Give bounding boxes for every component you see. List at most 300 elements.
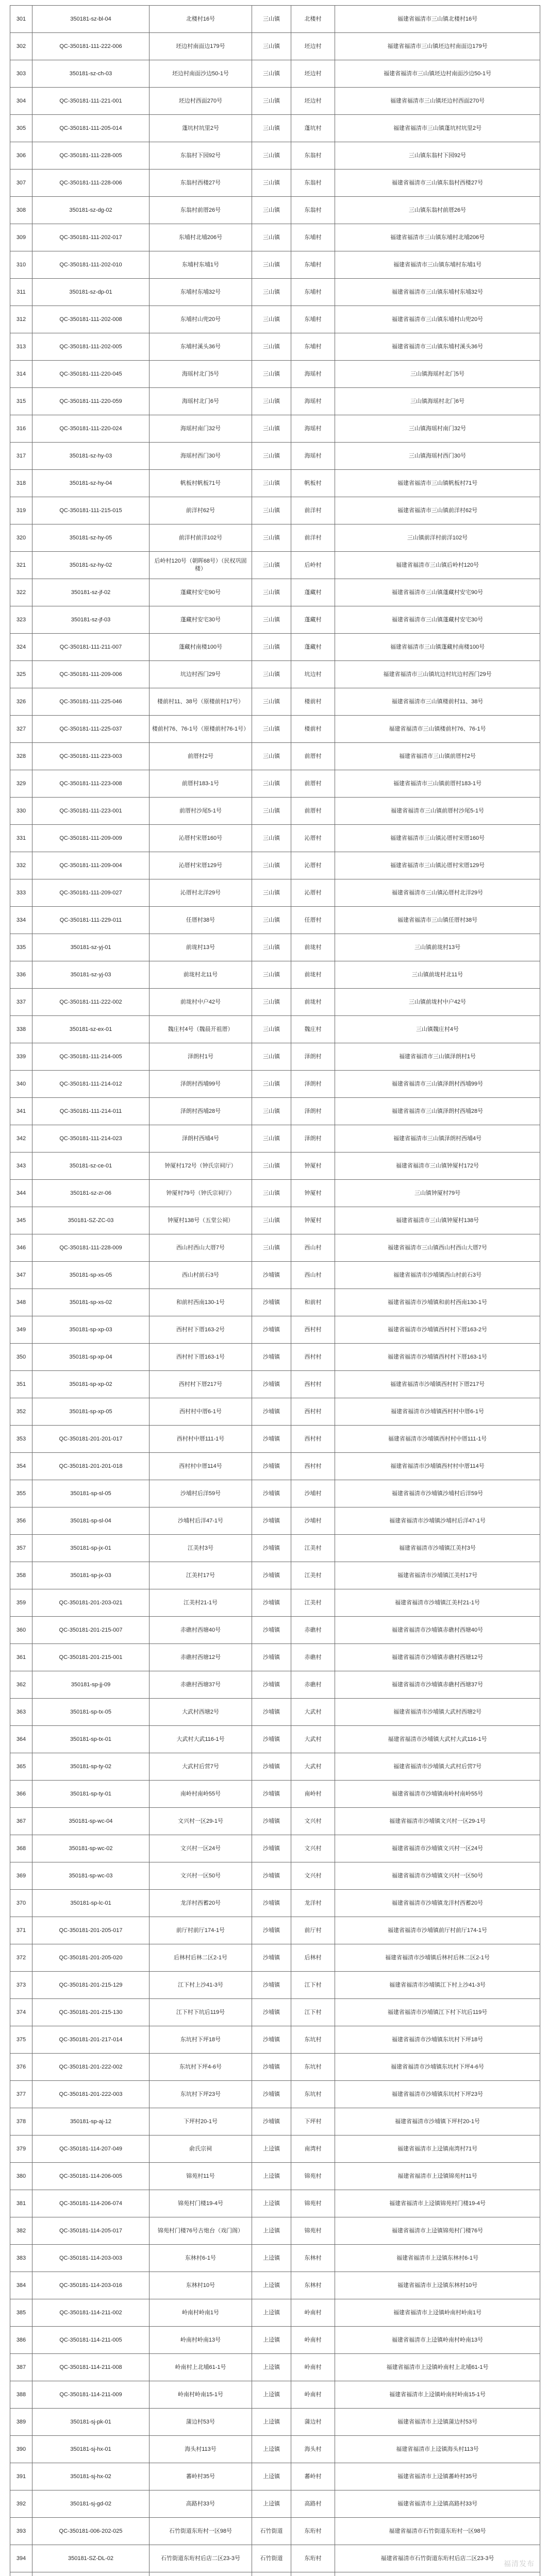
town-cell: 三山镇 <box>252 606 291 634</box>
address-cell: 福建省福清市三山镇东埔村东埔32号 <box>335 279 540 306</box>
seq-cell: 325 <box>10 661 32 688</box>
name-cell: 沙埔村后洋59号 <box>150 1480 252 1507</box>
address-cell: 福建省福清市上迳镇锦苑村门楼19-4号 <box>335 2190 540 2217</box>
name-cell: 前厝村183-1号 <box>150 770 252 798</box>
heritage-table <box>10 5 540 2576</box>
address-cell: 福建省福清市三山镇泽朗村1号 <box>335 1043 540 1071</box>
seq-cell: 322 <box>10 579 32 606</box>
table-row <box>10 661 540 688</box>
code-cell: 350181-sz-jf-02 <box>32 579 150 606</box>
address-cell: 福建省福清市三山镇泽朗村西埔4号 <box>335 1125 540 1153</box>
code-cell: QC-350181-201-215-001 <box>32 1644 150 1671</box>
code-cell: QC-350181-111-214-005 <box>32 1043 150 1071</box>
seq-cell: 304 <box>10 88 32 115</box>
table-row <box>10 1234 540 1262</box>
seq-cell: 351 <box>10 1371 32 1398</box>
town-cell: 三山镇 <box>252 443 291 470</box>
address-cell: 福建省福清市三山镇任厝村38号 <box>335 907 540 934</box>
address-cell: 福建省福清市沙埔镇赤礁村西塘37号 <box>335 1671 540 1699</box>
seq-cell: 324 <box>10 634 32 661</box>
code-cell: 350181-sj-gd-02 <box>32 2490 150 2518</box>
village-cell: 岭南村 <box>291 2354 335 2381</box>
address-cell: 福建省福清市沙埔镇西村村中厝111-1号 <box>335 1426 540 1453</box>
town-cell: 三山镇 <box>252 388 291 415</box>
town-cell: 三山镇 <box>252 661 291 688</box>
seq-cell <box>10 2572 32 2576</box>
name-cell: 任厝村38号 <box>150 907 252 934</box>
town-cell: 三山镇 <box>252 1180 291 1207</box>
code-cell: 350181-sz-ex-01 <box>32 1016 150 1043</box>
address-cell: 福建省福清市沙埔镇江美村17号 <box>335 1562 540 1589</box>
code-cell: QC-350181-111-222-006 <box>32 33 150 60</box>
code-cell: 350181-sz-bl-04 <box>32 6 150 33</box>
name-cell: 锦苑村门楼19-4号 <box>150 2190 252 2217</box>
seq-cell: 376 <box>10 2054 32 2081</box>
code-cell: 350181-sj-hx-02 <box>32 2463 150 2490</box>
name-cell: 东埔村北埔206号 <box>150 224 252 251</box>
table-row <box>10 1453 540 1480</box>
name-cell: 文兴村一区50号 <box>150 1862 252 1890</box>
code-cell: 350181-sz-yj-01 <box>32 934 150 961</box>
table-row <box>10 2245 540 2272</box>
seq-cell: 338 <box>10 1016 32 1043</box>
town-cell: 沙埔镇 <box>252 1726 291 1753</box>
name-cell: 西村村中厝111-1号 <box>150 1426 252 1453</box>
village-cell: 文兴村 <box>291 1835 335 1862</box>
address-cell: 福建省福清市三山镇北楼村16号 <box>335 6 540 33</box>
town-cell: 沙埔镇 <box>252 1808 291 1835</box>
village-cell: 锦苑村 <box>291 2163 335 2190</box>
seq-cell: 319 <box>10 497 32 524</box>
town-cell: 三山镇 <box>252 1071 291 1098</box>
code-cell: 350181-sz-ce-01 <box>32 1153 150 1180</box>
code-cell: QC-350181-111-202-005 <box>32 333 150 361</box>
code-cell: 350181-SZ-DL-02 <box>32 2545 150 2572</box>
address-cell: 三山镇海瑶村西门30号 <box>335 443 540 470</box>
seq-cell: 392 <box>10 2490 32 2518</box>
name-cell: 钟厦村138号（五堂公祠） <box>150 1207 252 1234</box>
village-cell: 蕃岭村 <box>291 2463 335 2490</box>
name-cell: 前厝村2号 <box>150 743 252 770</box>
name-cell: 海瑶村西门30号 <box>150 443 252 470</box>
seq-cell: 328 <box>10 743 32 770</box>
address-cell: 福建省福清市上迳镇岭南村岭南13号 <box>335 2327 540 2354</box>
name-cell: 大武村后营7号 <box>150 1753 252 1781</box>
table-row <box>10 1699 540 1726</box>
table-row <box>10 1917 540 1944</box>
address-cell: 三山镇东翁村下园92号 <box>335 142 540 170</box>
address-cell: 福建省福清市沙埔镇西村村下厝163-1号 <box>335 1344 540 1371</box>
table-row <box>10 2299 540 2327</box>
table-row <box>10 989 540 1016</box>
village-cell: 东埔村 <box>291 333 335 361</box>
address-cell: 福建省福清市三山镇钟厦村172号 <box>335 1153 540 1180</box>
address-cell: 福建省福清市三山镇前厝村沙尾5-1号 <box>335 798 540 825</box>
address-cell: 福建省福清市三山镇沁厝村北洋29号 <box>335 879 540 907</box>
seq-cell: 382 <box>10 2217 32 2245</box>
code-cell: 350181-sp-aj-12 <box>32 2108 150 2136</box>
table-row <box>10 2572 540 2576</box>
table-row <box>10 306 540 333</box>
village-cell: 北楼村 <box>291 6 335 33</box>
name-cell: 下坪村20-1号 <box>150 2108 252 2136</box>
town-cell: 沙埔镇 <box>252 1753 291 1781</box>
village-cell: 泽朗村 <box>291 1098 335 1125</box>
seq-cell: 384 <box>10 2272 32 2299</box>
village-cell: 东翁村 <box>291 197 335 224</box>
seq-cell: 345 <box>10 1207 32 1234</box>
name-cell: 东翁村下园92号 <box>150 142 252 170</box>
address-cell: 福建省福清市沙埔镇西村村下厝163-2号 <box>335 1316 540 1344</box>
village-cell: 前洋村 <box>291 524 335 552</box>
code-cell: 350181-sp-jx-03 <box>32 1562 150 1589</box>
address-cell: 福建省福清市沙埔镇文兴村一区29-1号 <box>335 1808 540 1835</box>
address-cell: 福建省福清市上迳镇东林村6-1号 <box>335 2245 540 2272</box>
code-cell: QC-350181-114-211-009 <box>32 2381 150 2409</box>
watermark: 福清发布 <box>504 2560 535 2568</box>
village-cell: 海瑶村 <box>291 388 335 415</box>
address-cell: 福建省福清市三山镇坯边村西面270号 <box>335 88 540 115</box>
town-cell: 三山镇 <box>252 279 291 306</box>
village-cell: 蓬坑村 <box>291 115 335 142</box>
code-cell: 350181-sp-wc-04 <box>32 1808 150 1835</box>
village-cell: 后岭村 <box>291 552 335 579</box>
seq-cell: 313 <box>10 333 32 361</box>
village-cell: 蒲边村 <box>291 2409 335 2436</box>
table-row <box>10 798 540 825</box>
name-cell: 前垅村13号 <box>150 934 252 961</box>
address-cell: 福建省福清市三山镇西山村西山大厝7号 <box>335 1234 540 1262</box>
town-cell: 三山镇 <box>252 989 291 1016</box>
village-cell: 蓬藏村 <box>291 634 335 661</box>
village-cell: 西山村 <box>291 1234 335 1262</box>
address-cell: 福建省福清市上迳镇南湾村71号 <box>335 2136 540 2163</box>
seq-cell: 362 <box>10 1671 32 1699</box>
town-cell: 三山镇 <box>252 688 291 716</box>
seq-cell: 330 <box>10 798 32 825</box>
name-cell: 东翁村西楼27号 <box>150 170 252 197</box>
table-row <box>10 6 540 33</box>
code-cell: QC-350181-201-201-018 <box>32 1453 150 1480</box>
table-row <box>10 170 540 197</box>
town-cell: 沙埔镇 <box>252 1999 291 2026</box>
village-cell: 沁厝村 <box>291 852 335 879</box>
seq-cell: 374 <box>10 1999 32 2026</box>
table-row <box>10 88 540 115</box>
village-cell: 前垅村 <box>291 989 335 1016</box>
village-cell: 沙埔村 <box>291 1507 335 1535</box>
town-cell: 上迳镇 <box>252 2354 291 2381</box>
seq-cell: 308 <box>10 197 32 224</box>
name-cell: 东坑村下坪18号 <box>150 2026 252 2054</box>
address-cell: 福建省福清市上迳镇东林村10号 <box>335 2272 540 2299</box>
code-cell: QC-350181-114-207-049 <box>32 2136 150 2163</box>
table-row <box>10 2490 540 2518</box>
name-cell: 沁厝村宋厝129号 <box>150 852 252 879</box>
village-cell: 泽朗村 <box>291 1043 335 1071</box>
name-cell: 岭南村岭南1号 <box>150 2299 252 2327</box>
code-cell: QC-350181-114-206-005 <box>32 2163 150 2190</box>
seq-cell: 352 <box>10 1398 32 1426</box>
name-cell: 西山村西山大厝7号 <box>150 1234 252 1262</box>
town-cell: 沙埔镇 <box>252 1562 291 1589</box>
code-cell <box>32 2572 150 2576</box>
table-row <box>10 2081 540 2108</box>
code-cell: 350181-sz-dg-02 <box>32 197 150 224</box>
code-cell: QC-350181-111-220-024 <box>32 415 150 443</box>
code-cell: QC-350181-111-228-005 <box>32 142 150 170</box>
village-cell: 西村村 <box>291 1371 335 1398</box>
town-cell: 上迳镇 <box>252 2217 291 2245</box>
seq-cell: 356 <box>10 1507 32 1535</box>
name-cell: 岭南村岭南15-1号 <box>150 2381 252 2409</box>
town-cell: 上迳镇 <box>252 2163 291 2190</box>
seq-cell: 341 <box>10 1098 32 1125</box>
town-cell: 沙埔镇 <box>252 2081 291 2108</box>
table-row <box>10 1535 540 1562</box>
name-cell: 东林村10号 <box>150 2272 252 2299</box>
name-cell: 赤礁村西塘37号 <box>150 1671 252 1699</box>
town-cell: 沙埔镇 <box>252 1781 291 1808</box>
seq-cell: 361 <box>10 1644 32 1671</box>
address-cell: 福建省福清市沙埔镇沙埔村后洋47-1号 <box>335 1507 540 1535</box>
table-row <box>10 1043 540 1071</box>
town-cell: 上迳镇 <box>252 2245 291 2272</box>
address-cell: 福建省福清市上迳镇锦苑村11号 <box>335 2163 540 2190</box>
code-cell: QC-350181-111-202-008 <box>32 306 150 333</box>
seq-cell: 301 <box>10 6 32 33</box>
table-row <box>10 1344 540 1371</box>
town-cell: 沙埔镇 <box>252 1289 291 1316</box>
village-cell: 高路村 <box>291 2490 335 2518</box>
town-cell: 沙埔镇 <box>252 1344 291 1371</box>
table-row <box>10 1890 540 1917</box>
seq-cell: 367 <box>10 1808 32 1835</box>
table-row <box>10 961 540 989</box>
village-cell: 西村村 <box>291 1344 335 1371</box>
town-cell: 三山镇 <box>252 251 291 279</box>
name-cell: 大武村西塘2号 <box>150 1699 252 1726</box>
village-cell: 前垅村 <box>291 934 335 961</box>
seq-cell: 393 <box>10 2518 32 2545</box>
seq-cell: 373 <box>10 1972 32 1999</box>
seq-cell: 359 <box>10 1589 32 1617</box>
seq-cell: 370 <box>10 1890 32 1917</box>
town-cell: 上迳镇 <box>252 2299 291 2327</box>
table-row <box>10 606 540 634</box>
table-row <box>10 825 540 852</box>
table-row <box>10 33 540 60</box>
code-cell: QC-350181-111-214-023 <box>32 1125 150 1153</box>
address-cell: 福建省福清市石竹街道东珩村一区98号 <box>335 2518 540 2545</box>
name-cell: 蓬藏村南楼100号 <box>150 634 252 661</box>
village-cell: 前厝村 <box>291 770 335 798</box>
town-cell: 三山镇 <box>252 1234 291 1262</box>
village-cell: 海瑶村 <box>291 443 335 470</box>
seq-cell: 381 <box>10 2190 32 2217</box>
table-row <box>10 1781 540 1808</box>
code-cell: QC-350181-111-214-011 <box>32 1098 150 1125</box>
address-cell: 福建省福清市三山镇东埔村东埔1号 <box>335 251 540 279</box>
name-cell: 坑边村西门29号 <box>150 661 252 688</box>
code-cell: QC-350181-201-215-007 <box>32 1617 150 1644</box>
village-cell: 锦苑村 <box>291 2217 335 2245</box>
address-cell: 三山镇钟厦村79号 <box>335 1180 540 1207</box>
address-cell: 三山镇海瑶村南门32号 <box>335 415 540 443</box>
address-cell: 三山镇前洋村前洋102号 <box>335 524 540 552</box>
code-cell: 350181-sp-jx-01 <box>32 1535 150 1562</box>
table-row <box>10 2136 540 2163</box>
name-cell: 帆板村帆板71号 <box>150 470 252 497</box>
town-cell: 石竹街道 <box>252 2518 291 2545</box>
table-row <box>10 2163 540 2190</box>
address-cell: 福建省福清市三山镇坑边村坑边村西门29号 <box>335 661 540 688</box>
seq-cell: 364 <box>10 1726 32 1753</box>
town-cell: 三山镇 <box>252 961 291 989</box>
seq-cell: 334 <box>10 907 32 934</box>
name-cell: 江美村17号 <box>150 1562 252 1589</box>
seq-cell: 326 <box>10 688 32 716</box>
table-row <box>10 716 540 743</box>
address-cell: 福建省福清市三山镇钟厦村138号 <box>335 1207 540 1234</box>
town-cell: 上迳镇 <box>252 2490 291 2518</box>
name-cell: 江美村3号 <box>150 1535 252 1562</box>
code-cell: QC-350181-114-203-016 <box>32 2272 150 2299</box>
code-cell: QC-350181-201-222-003 <box>32 2081 150 2108</box>
code-cell: QC-350181-111-209-006 <box>32 661 150 688</box>
table-row <box>10 1562 540 1589</box>
code-cell: QC-350181-111-228-006 <box>32 170 150 197</box>
town-cell: 石竹街道 <box>252 2545 291 2572</box>
village-cell: 泽朗村 <box>291 1071 335 1098</box>
name-cell: 江下村上沙41-3号 <box>150 1972 252 1999</box>
name-cell: 蓬藏村安宅90号 <box>150 579 252 606</box>
village-cell: 东埔村 <box>291 306 335 333</box>
town-cell: 三山镇 <box>252 716 291 743</box>
name-cell: 文兴村一区24号 <box>150 1835 252 1862</box>
name-cell: 泽朗村西埔4号 <box>150 1125 252 1153</box>
seq-cell: 302 <box>10 33 32 60</box>
table-row <box>10 2327 540 2354</box>
table-row <box>10 333 540 361</box>
code-cell: 350181-sj-pk-01 <box>32 2409 150 2436</box>
address-cell: 福建省福清市沙埔镇龙洋村西蓄20号 <box>335 1890 540 1917</box>
address-cell: 福建省福清市沙埔镇后林村后林二区2-1号 <box>335 1944 540 1972</box>
code-cell: QC-350181-111-220-059 <box>32 388 150 415</box>
table-row <box>10 1507 540 1535</box>
table-row <box>10 415 540 443</box>
town-cell: 沙埔镇 <box>252 1398 291 1426</box>
town-cell: 三山镇 <box>252 115 291 142</box>
seq-cell: 365 <box>10 1753 32 1781</box>
table-row <box>10 1862 540 1890</box>
code-cell: 350181-sp-ty-02 <box>32 1753 150 1781</box>
name-cell: 蒲边村53号 <box>150 2409 252 2436</box>
town-cell: 三山镇 <box>252 197 291 224</box>
town-cell: 上迳镇 <box>252 2327 291 2354</box>
address-cell: 福建省福清市沙埔镇赤礁村西塘40号 <box>335 1617 540 1644</box>
seq-cell: 307 <box>10 170 32 197</box>
table-row <box>10 2054 540 2081</box>
town-cell: 沙埔镇 <box>252 2108 291 2136</box>
town-cell: 三山镇 <box>252 743 291 770</box>
name-cell: 沙埔村后洋47-1号 <box>150 1507 252 1535</box>
table-row <box>10 2217 540 2245</box>
village-cell: 东埔村 <box>291 279 335 306</box>
village-cell: 文兴村 <box>291 1808 335 1835</box>
code-cell: QC-350181-111-209-009 <box>32 825 150 852</box>
town-cell: 沙埔镇 <box>252 1426 291 1453</box>
town-cell: 沙埔镇 <box>252 1453 291 1480</box>
code-cell: 350181-sz-hy-03 <box>32 443 150 470</box>
village-cell: 龙洋村 <box>291 1890 335 1917</box>
table-row <box>10 1589 540 1617</box>
seq-cell: 375 <box>10 2026 32 2054</box>
name-cell: 东坑村下坪23号 <box>150 2081 252 2108</box>
name-cell: 东坑村下坪4-6号 <box>150 2054 252 2081</box>
village-cell: 沁厝村 <box>291 879 335 907</box>
table-row <box>10 1972 540 1999</box>
address-cell: 福建省福清市三山镇泽朗村西埔99号 <box>335 1071 540 1098</box>
village-cell: 江美村 <box>291 1589 335 1617</box>
name-cell: 北楼村16号 <box>150 6 252 33</box>
town-cell: 沙埔镇 <box>252 1617 291 1644</box>
address-cell: 福建省福清市三山镇帆板村71号 <box>335 470 540 497</box>
town-cell: 沙埔镇 <box>252 1262 291 1289</box>
table-row <box>10 1644 540 1671</box>
address-cell: 福建省福清市沙埔镇东坑村下坪18号 <box>335 2026 540 2054</box>
town-cell: 沙埔镇 <box>252 1535 291 1562</box>
seq-cell: 347 <box>10 1262 32 1289</box>
name-cell: 泽朗村西埔99号 <box>150 1071 252 1098</box>
code-cell: QC-350181-201-205-017 <box>32 1917 150 1944</box>
town-cell: 沙埔镇 <box>252 1944 291 1972</box>
code-cell: QC-350181-111-225-046 <box>32 688 150 716</box>
code-cell: 350181-sp-xs-02 <box>32 1289 150 1316</box>
town-cell: 三山镇 <box>252 33 291 60</box>
name-cell: 西村村中厝114号 <box>150 1453 252 1480</box>
code-cell: QC-350181-114-211-008 <box>32 2354 150 2381</box>
name-cell: 钟厦村172号（钟氏宗祠厅） <box>150 1153 252 1180</box>
seq-cell: 314 <box>10 361 32 388</box>
name-cell: 沁厝村宋厝160号 <box>150 825 252 852</box>
code-cell: 350181-sz-hy-04 <box>32 470 150 497</box>
seq-cell: 340 <box>10 1071 32 1098</box>
address-cell: 福建省福清市上迳镇岭南村岭南1号 <box>335 2299 540 2327</box>
address-cell: 福建省福清市三山镇东埔村溪头36号 <box>335 333 540 361</box>
name-cell: 坯边村南面边179号 <box>150 33 252 60</box>
name-cell: 蕃岭村35号 <box>150 2463 252 2490</box>
code-cell: QC-350181-111-222-002 <box>32 989 150 1016</box>
name-cell: 东埔村山兜20号 <box>150 306 252 333</box>
town-cell: 三山镇 <box>252 852 291 879</box>
town-cell: 上迳镇 <box>252 2463 291 2490</box>
town-cell: 三山镇 <box>252 579 291 606</box>
code-cell: 350181-sp-xp-02 <box>32 1371 150 1398</box>
name-cell: 西村村中厝6-1号 <box>150 1398 252 1426</box>
address-cell: 福建省福清市沙埔镇江美村21-1号 <box>335 1589 540 1617</box>
village-cell: 和前村 <box>291 1289 335 1316</box>
table-row <box>10 497 540 524</box>
name-cell: 西村村下厝217号 <box>150 1371 252 1398</box>
code-cell: 350181-sp-xp-03 <box>32 1316 150 1344</box>
address-cell: 福建省福清市三山镇楼前村76、76-1号 <box>335 716 540 743</box>
table-row <box>10 2190 540 2217</box>
village-cell: 坑边村 <box>291 661 335 688</box>
address-cell: 福建省福清市沙埔镇前厅村前厅174-1号 <box>335 1917 540 1944</box>
table-row <box>10 1426 540 1453</box>
code-cell: QC-350181-111-202-017 <box>32 224 150 251</box>
